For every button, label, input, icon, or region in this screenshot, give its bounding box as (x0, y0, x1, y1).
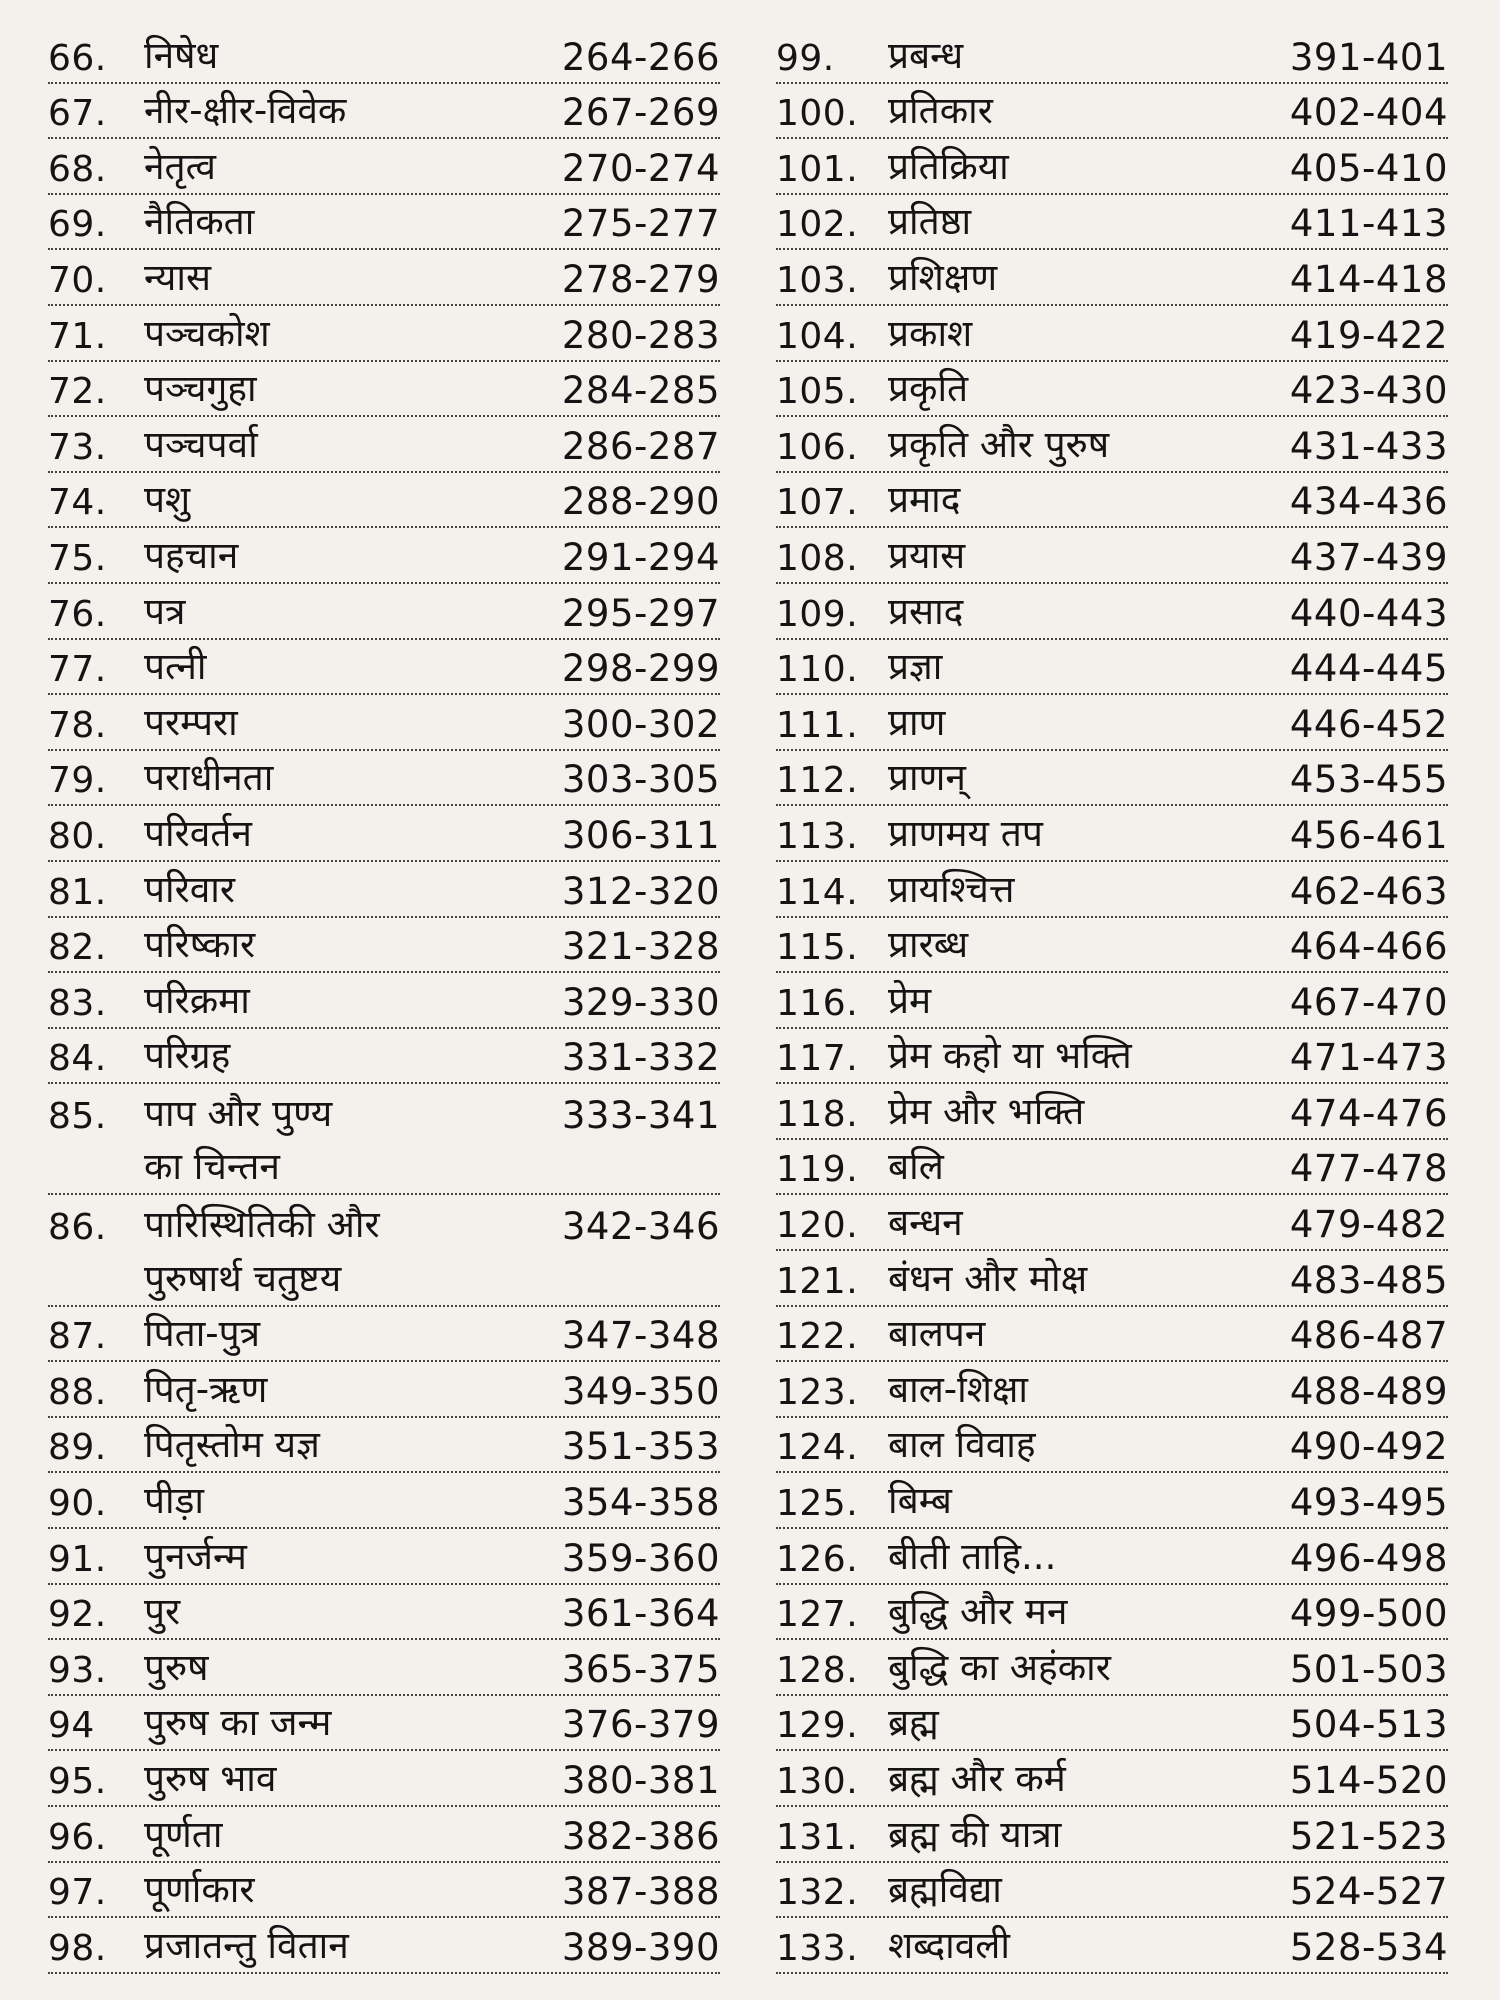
entry-pages: 524-527 (1289, 1870, 1448, 1914)
entry-pages: 453-455 (1289, 758, 1448, 802)
contents-column-left (48, 28, 720, 1974)
toc-entry[interactable] (776, 195, 1448, 251)
entry-pages: 333-341 (561, 1093, 720, 1137)
toc-entry[interactable] (48, 806, 720, 862)
entry-number: 111. (776, 704, 859, 746)
entry-pages: 486-487 (1289, 1314, 1448, 1358)
entry-title: पत्नी (144, 645, 207, 689)
entry-pages: 402-404 (1289, 91, 1448, 135)
entry-title: प्रतिष्ठा (888, 200, 972, 244)
entry-pages: 321-328 (561, 925, 720, 969)
entry-title: प्रेम (888, 978, 932, 1022)
toc-entry[interactable] (776, 806, 1448, 862)
toc-entry[interactable] (776, 1140, 1448, 1196)
entry-number: 69. (48, 204, 107, 246)
entry-pages: 331-332 (561, 1036, 720, 1080)
entry-pages: 288-290 (561, 480, 720, 524)
entry-pages: 382-386 (561, 1814, 720, 1858)
toc-entry[interactable] (776, 918, 1448, 974)
entry-pages: 405-410 (1289, 146, 1448, 190)
entry-pages: 496-498 (1289, 1536, 1448, 1580)
entry-number: 76. (48, 593, 107, 635)
entry-pages: 347-348 (561, 1314, 720, 1358)
entry-pages: 278-279 (561, 257, 720, 301)
entry-pages: 479-482 (1289, 1203, 1448, 1247)
entry-pages: 284-285 (561, 369, 720, 413)
entry-pages: 264-266 (561, 35, 720, 79)
toc-entry[interactable] (48, 1585, 720, 1641)
entry-number: 72. (48, 371, 107, 413)
entry-pages: 483-485 (1289, 1258, 1448, 1302)
entry-title: बीती ताहि... (888, 1534, 1057, 1578)
toc-entry[interactable] (48, 1863, 720, 1919)
entry-title: बुद्धि और मन (888, 1590, 1068, 1634)
entry-number: 94 (48, 1705, 95, 1747)
entry-number: 114. (776, 871, 859, 913)
entry-number: 130. (776, 1761, 859, 1802)
toc-entry[interactable] (776, 1863, 1448, 1919)
toc-entry[interactable] (776, 250, 1448, 306)
entry-number: 122. (776, 1316, 859, 1358)
entry-pages: 342-346 (561, 1205, 720, 1249)
entry-number: 128. (776, 1649, 859, 1691)
entry-number: 85. (48, 1095, 107, 1137)
entry-number: 92. (48, 1594, 107, 1636)
toc-entry[interactable] (48, 528, 720, 584)
entry-title: पूर्णता (144, 1812, 223, 1856)
entry-title: ब्रह्मविद्या (888, 1868, 1002, 1912)
entry-number: 84. (48, 1038, 107, 1080)
toc-entry[interactable] (776, 1195, 1448, 1251)
toc-entry[interactable] (776, 306, 1448, 362)
toc-entry[interactable] (48, 584, 720, 640)
entry-title: प्रतिकार (888, 89, 993, 133)
entry-title: पितृस्तोम यज्ञ (144, 1423, 320, 1467)
toc-entry[interactable] (48, 139, 720, 195)
entry-number: 120. (776, 1205, 859, 1247)
entry-title: बुद्धि का अहंकार (888, 1645, 1111, 1689)
entry-number: 82. (48, 927, 107, 969)
entry-number: 126. (776, 1538, 859, 1580)
entry-pages: 456-461 (1289, 813, 1448, 857)
toc-entry[interactable] (48, 973, 720, 1029)
entry-number: 90. (48, 1483, 107, 1525)
entry-title: प्रसाद (888, 589, 964, 633)
toc-entry[interactable] (776, 1696, 1448, 1752)
entry-title: प्रशिक्षण (888, 255, 998, 299)
entry-pages: 493-495 (1289, 1481, 1448, 1525)
entry-title: न्यास (144, 255, 211, 299)
entry-title: प्रकृति और पुरुष (888, 422, 1110, 466)
entry-number: 109. (776, 593, 859, 635)
toc-entry[interactable] (776, 139, 1448, 195)
toc-entry[interactable] (48, 1195, 720, 1251)
toc-entry[interactable] (48, 1362, 720, 1418)
entry-number: 81. (48, 871, 107, 913)
toc-entry[interactable] (48, 751, 720, 807)
entry-number: 73. (48, 426, 107, 468)
entry-title: पाप और पुण्य (144, 1091, 333, 1135)
toc-entry[interactable] (48, 28, 720, 84)
entry-pages: 361-364 (561, 1592, 720, 1636)
entry-title: पञ्चपर्वा (144, 422, 258, 466)
entry-title: पूर्णाकार (144, 1868, 255, 1912)
entry-pages: 298-299 (561, 647, 720, 691)
toc-entry[interactable] (776, 1751, 1448, 1807)
entry-pages: 365-375 (561, 1647, 720, 1691)
entry-title: बंधन और मोक्ष (888, 1256, 1088, 1300)
entry-number: 91. (48, 1538, 107, 1580)
entry-pages: 389-390 (561, 1925, 720, 1969)
toc-entry[interactable] (48, 1029, 720, 1085)
toc-entry[interactable] (776, 1529, 1448, 1585)
entry-number: 66. (48, 37, 107, 79)
entry-number: 99. (776, 37, 835, 79)
entry-title: पञ्चकोश (144, 311, 270, 355)
toc-entry-continuation (48, 1251, 720, 1307)
toc-entry[interactable] (776, 417, 1448, 473)
entry-number: 101. (776, 148, 859, 190)
entry-title: प्रजातन्तु वितान (144, 1923, 349, 1967)
entry-title: परम्परा (144, 700, 238, 744)
entry-pages: 488-489 (1289, 1369, 1448, 1413)
entry-number: 123. (776, 1371, 859, 1413)
entry-title: निषेध (144, 33, 219, 77)
toc-entry[interactable] (48, 1084, 720, 1140)
entry-title: प्रकाश (888, 311, 973, 355)
entry-pages: 521-523 (1289, 1814, 1448, 1858)
toc-entry[interactable] (48, 1751, 720, 1807)
toc-entry[interactable] (776, 1807, 1448, 1863)
entry-number: 106. (776, 426, 859, 468)
entry-title: पत्र (144, 589, 186, 633)
toc-entry[interactable] (48, 640, 720, 696)
entry-title: पुनर्जन्म (144, 1534, 247, 1578)
entry-number: 103. (776, 259, 859, 301)
entry-pages: 477-478 (1289, 1147, 1448, 1191)
entry-title: प्रेम कहो या भक्ति (888, 1034, 1132, 1078)
toc-entry[interactable] (48, 306, 720, 362)
toc-entry[interactable] (776, 973, 1448, 1029)
toc-entry[interactable] (776, 1473, 1448, 1529)
entry-number: 102. (776, 204, 859, 246)
entry-title: पराधीनता (144, 756, 274, 800)
toc-entry[interactable] (776, 1029, 1448, 1085)
entry-title: ब्रह्म और कर्म (888, 1757, 1066, 1800)
entry-number: 95. (48, 1761, 107, 1802)
entry-number: 67. (48, 93, 107, 135)
entry-pages: 380-381 (561, 1759, 720, 1802)
entry-pages: 446-452 (1289, 702, 1448, 746)
toc-entry[interactable] (48, 1529, 720, 1585)
entry-number: 79. (48, 760, 107, 802)
entry-title: प्रेम और भक्ति (888, 1089, 1085, 1133)
entry-pages: 354-358 (561, 1481, 720, 1525)
entry-title: पुरुष भाव (144, 1757, 277, 1800)
entry-number: 74. (48, 482, 107, 524)
toc-entry[interactable] (776, 640, 1448, 696)
entry-pages: 504-513 (1289, 1703, 1448, 1747)
entry-title: बाल-शिक्षा (888, 1367, 1029, 1411)
entry-title: प्रज्ञा (888, 645, 943, 689)
toc-entry[interactable] (48, 1418, 720, 1474)
entry-pages: 501-503 (1289, 1647, 1448, 1691)
entry-pages: 528-534 (1289, 1925, 1448, 1969)
toc-entry[interactable] (776, 28, 1448, 84)
entry-number: 113. (776, 815, 859, 857)
entry-title: प्रयास (888, 533, 966, 577)
entry-title: प्रकृति (888, 367, 969, 411)
entry-pages: 270-274 (561, 146, 720, 190)
entry-pages: 431-433 (1289, 424, 1448, 468)
entry-title: पीड़ा (144, 1479, 204, 1523)
contents-column-right (776, 28, 1448, 1974)
toc-entry[interactable] (48, 1696, 720, 1752)
toc-entry[interactable] (48, 1807, 720, 1863)
entry-pages: 359-360 (561, 1536, 720, 1580)
entry-number: 75. (48, 537, 107, 579)
entry-number: 88. (48, 1371, 107, 1413)
entry-pages: 303-305 (561, 758, 720, 802)
entry-title: परिग्रह (144, 1034, 231, 1078)
entry-title: पारिस्थितिकी और (144, 1203, 380, 1247)
entry-title: नीर-क्षीर-विवेक (144, 89, 347, 133)
entry-number: 117. (776, 1038, 859, 1080)
entry-pages: 474-476 (1289, 1091, 1448, 1135)
entry-pages: 300-302 (561, 702, 720, 746)
toc-entry[interactable] (776, 528, 1448, 584)
toc-entry[interactable] (776, 1362, 1448, 1418)
toc-entry[interactable] (48, 862, 720, 918)
entry-title: प्रतिक्रिया (888, 144, 1009, 188)
entry-title: प्राणन् (888, 756, 966, 800)
entry-number: 78. (48, 704, 107, 746)
entry-title: प्रमाद (888, 478, 961, 522)
entry-title: पुर (144, 1590, 181, 1634)
toc-entry[interactable] (48, 918, 720, 974)
entry-number: 125. (776, 1483, 859, 1525)
entry-number: 97. (48, 1872, 107, 1914)
entry-pages: 423-430 (1289, 369, 1448, 413)
entry-title: प्रारब्ध (888, 923, 969, 967)
entry-number: 86. (48, 1207, 107, 1249)
entry-number: 121. (776, 1260, 859, 1302)
entry-pages: 464-466 (1289, 925, 1448, 969)
entry-title: नेतृत्व (144, 144, 217, 188)
entry-pages: 376-379 (561, 1703, 720, 1747)
toc-entry[interactable] (48, 1640, 720, 1696)
entry-title: बलि (888, 1145, 944, 1189)
entry-number: 93. (48, 1649, 107, 1691)
entry-title: शब्दावली (888, 1923, 1010, 1967)
entry-number: 127. (776, 1594, 859, 1636)
entry-pages: 280-283 (561, 313, 720, 357)
entry-number: 98. (48, 1927, 107, 1969)
entry-pages: 351-353 (561, 1425, 720, 1469)
entry-number: 71. (48, 315, 107, 357)
entry-title: प्राणमय तप (888, 811, 1043, 855)
entry-number: 132. (776, 1872, 859, 1914)
entry-title: प्रायश्चित्त (888, 867, 1015, 911)
entry-pages: 434-436 (1289, 480, 1448, 524)
entry-number: 107. (776, 482, 859, 524)
toc-entry[interactable] (776, 1251, 1448, 1307)
entry-number: 116. (776, 982, 859, 1024)
toc-entry[interactable] (776, 1307, 1448, 1363)
entry-title: परिवार (144, 867, 236, 911)
entry-title: ब्रह्म (888, 1701, 939, 1745)
entry-number: 131. (776, 1816, 859, 1858)
toc-entry[interactable] (48, 473, 720, 529)
toc-entry[interactable] (776, 584, 1448, 640)
entry-pages: 267-269 (561, 91, 720, 135)
toc-entry[interactable] (48, 695, 720, 751)
toc-entry[interactable] (776, 1918, 1448, 1974)
entry-title: प्राण (888, 700, 946, 744)
entry-pages: 440-443 (1289, 591, 1448, 635)
entry-number: 119. (776, 1149, 859, 1191)
entry-number: 80. (48, 815, 107, 857)
entry-pages: 306-311 (561, 813, 720, 857)
entry-title: बन्धन (888, 1201, 963, 1245)
toc-entry[interactable] (776, 362, 1448, 418)
entry-title: पितृ-ऋण (144, 1367, 268, 1411)
toc-entry[interactable] (776, 1084, 1448, 1140)
toc-entry[interactable] (776, 1585, 1448, 1641)
entry-pages: 312-320 (561, 869, 720, 913)
entry-pages: 275-277 (561, 202, 720, 246)
toc-entry[interactable] (776, 1418, 1448, 1474)
entry-pages: 414-418 (1289, 257, 1448, 301)
entry-pages: 329-330 (561, 980, 720, 1024)
entry-number: 124. (776, 1427, 859, 1469)
toc-entry[interactable] (776, 1640, 1448, 1696)
toc-entry[interactable] (776, 862, 1448, 918)
entry-pages: 349-350 (561, 1369, 720, 1413)
entry-number: 129. (776, 1705, 859, 1747)
entry-title: बालपन (888, 1312, 986, 1356)
entry-pages: 286-287 (561, 424, 720, 468)
toc-entry[interactable] (776, 751, 1448, 807)
entry-title-continued: का चिन्तन (144, 1145, 280, 1189)
entry-pages: 462-463 (1289, 869, 1448, 913)
entry-pages: 411-413 (1289, 202, 1448, 246)
entry-title: पिता-पुत्र (144, 1312, 261, 1356)
entry-title: प्रबन्ध (888, 33, 964, 77)
toc-entry[interactable] (48, 250, 720, 306)
entry-number: 104. (776, 315, 859, 357)
entry-number: 105. (776, 371, 859, 413)
toc-entry[interactable] (776, 473, 1448, 529)
entry-number: 89. (48, 1427, 107, 1469)
toc-entry[interactable] (48, 84, 720, 140)
entry-title: पशु (144, 478, 191, 522)
entry-pages: 471-473 (1289, 1036, 1448, 1080)
entry-pages: 467-470 (1289, 980, 1448, 1024)
entry-pages: 490-492 (1289, 1425, 1448, 1469)
toc-entry[interactable] (48, 1918, 720, 1974)
entry-title: पहचान (144, 533, 239, 577)
toc-entry[interactable] (48, 417, 720, 473)
entry-pages: 514-520 (1289, 1759, 1448, 1802)
entry-pages: 419-422 (1289, 313, 1448, 357)
entry-number: 118. (776, 1093, 859, 1135)
toc-entry[interactable] (48, 195, 720, 251)
entry-number: 77. (48, 649, 107, 691)
entry-number: 100. (776, 93, 859, 135)
toc-entry[interactable] (776, 695, 1448, 751)
entry-number: 96. (48, 1816, 107, 1858)
entry-title: परिक्रमा (144, 978, 250, 1022)
entry-title: पुरुष का जन्म (144, 1701, 332, 1745)
entry-title-continued: पुरुषार्थ चतुष्टय (144, 1256, 342, 1300)
entry-number: 115. (776, 927, 859, 969)
toc-entry-continuation (48, 1140, 720, 1196)
entry-number: 68. (48, 148, 107, 190)
entry-number: 108. (776, 537, 859, 579)
entry-pages: 391-401 (1289, 35, 1448, 79)
entry-number: 133. (776, 1927, 859, 1969)
entry-title: परिष्कार (144, 923, 256, 967)
entry-pages: 387-388 (561, 1870, 720, 1914)
entry-pages: 437-439 (1289, 535, 1448, 579)
entry-pages: 444-445 (1289, 647, 1448, 691)
entry-title: परिवर्तन (144, 811, 252, 855)
entry-title: ब्रह्म की यात्रा (888, 1812, 1062, 1856)
entry-number: 110. (776, 649, 859, 691)
entry-pages: 291-294 (561, 535, 720, 579)
entry-title: पुरुष (144, 1645, 209, 1689)
entry-title: नैतिकता (144, 200, 255, 244)
entry-pages: 295-297 (561, 591, 720, 635)
toc-entry[interactable] (48, 1473, 720, 1529)
entry-title: बिम्ब (888, 1479, 952, 1523)
entry-number: 112. (776, 760, 859, 802)
toc-entry[interactable] (48, 362, 720, 418)
entry-number: 87. (48, 1316, 107, 1358)
entry-pages: 499-500 (1289, 1592, 1448, 1636)
entry-number: 70. (48, 259, 107, 301)
toc-entry[interactable] (48, 1307, 720, 1363)
toc-entry[interactable] (776, 84, 1448, 140)
entry-title: पञ्चगुहा (144, 367, 257, 411)
entry-number: 83. (48, 982, 107, 1024)
entry-title: बाल विवाह (888, 1423, 1036, 1467)
